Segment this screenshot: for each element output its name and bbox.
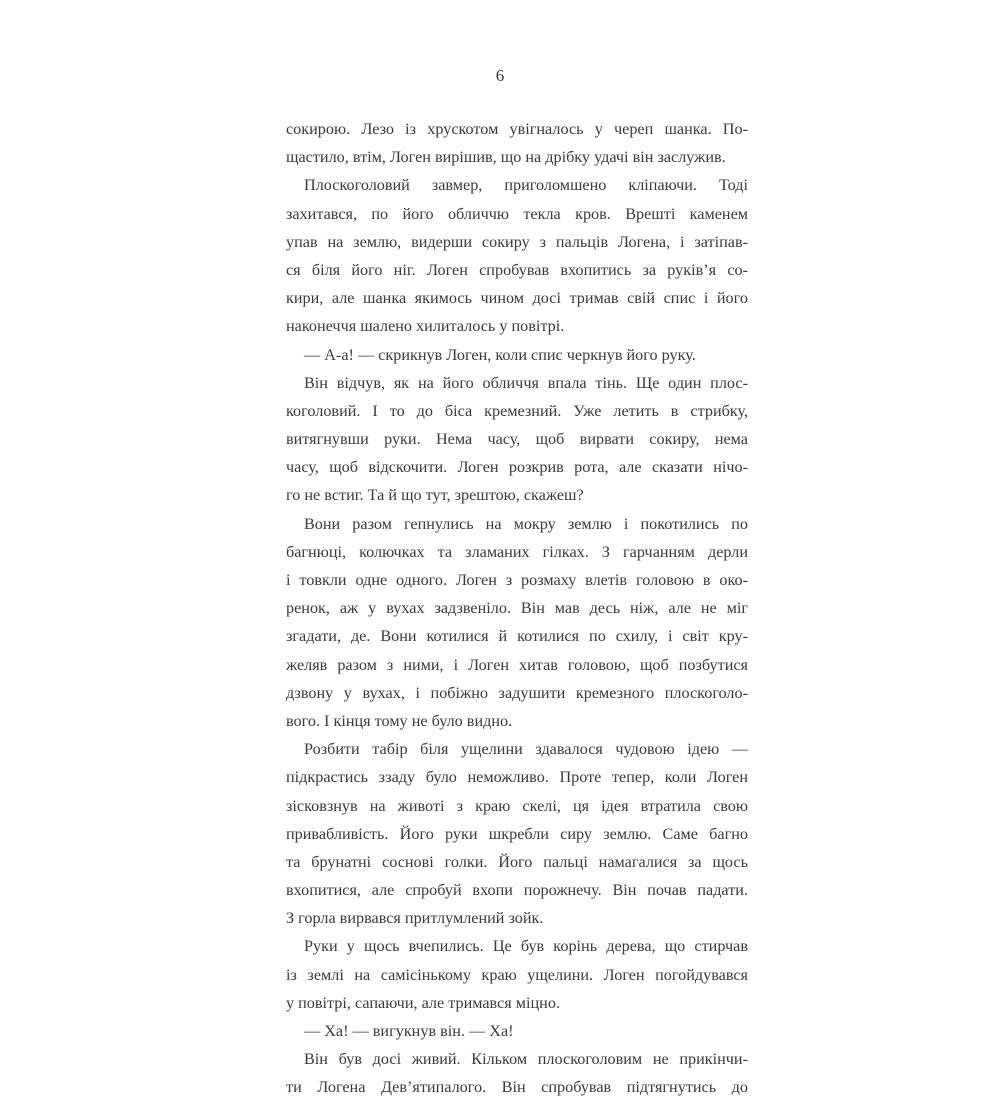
page-number: 6 xyxy=(495,66,505,85)
text-line: та брунатні соснові голки. Його пальці намагалися за щось xyxy=(286,852,748,871)
text-line: зісковзнув на животі з краю скелі, ця ідея втратила свою xyxy=(286,796,748,815)
text-line: сокирою. Лезо із хрускотом увігналось у череп шанка. По- xyxy=(286,120,748,138)
text-line: ти Логена Дев’ятипалого. Він спробував підтягнутись до xyxy=(286,1078,748,1097)
text-line: Вони разом гепнулись на мокру землю і покотились по xyxy=(304,514,748,533)
text-line: вого. І кінця тому не було видно. xyxy=(286,711,513,730)
text-line: щастило, втім, Логен вирішив, що на дрібку удачі він заслужив. xyxy=(286,148,726,167)
text-line: Він відчув, як на його обличчя впала тінь. Ще один плос- xyxy=(304,373,748,392)
text-line: часу, щоб відскочити. Логен розкрив рота, але сказати нічо- xyxy=(286,458,748,477)
text-line: ренок, аж у вухах задзвеніло. Він мав десь ніж, але не міг xyxy=(286,599,748,618)
text-line: Розбити табір біля ущелини здавалося чудовою ідею — xyxy=(304,740,748,759)
text-line: вхопитися, але спробуй вхопи порожнечу. Він почав падати. xyxy=(286,881,748,900)
text-line: у повітрі, сапаючи, але тримався міцно. xyxy=(286,993,560,1012)
text-line: кири, але шанка якимось чином досі тримав свій спис і його xyxy=(286,289,748,308)
text-line: го не встиг. Та й що тут, зрештою, скажеш? xyxy=(286,486,584,505)
text-line: захитався, по його обличчю текла кров. Врешті каменем xyxy=(286,204,748,223)
text-line: привабливість. Його руки шкребли сиру землю. Саме багно xyxy=(286,824,748,843)
text-line: З горла вирвався притлумлений зойк. xyxy=(286,909,544,928)
text-line: наконеччя шалено хилиталось у повітрі. xyxy=(286,317,565,336)
text-line: багнюці, колючках та зламаних гілках. З гарчанням дерли xyxy=(286,542,748,561)
text-line: желяв разом з ними, і Логен хитав головою, щоб позбутися xyxy=(286,655,748,674)
text-line: Плоскоголовий завмер, приголомшено кліпаючи. Тоді xyxy=(304,176,748,195)
text-line: згадати, де. Вони котилися й котилися по схилу, і світ кру- xyxy=(286,627,748,646)
text-line: витягнувши руки. Нема часу, щоб вирвати сокиру, нема xyxy=(286,430,748,449)
text-line: Він був досі живий. Кільком плоскоголовим не прикінчи- xyxy=(304,1050,748,1069)
text-line: Руки у щось вчепились. Це був корінь дерева, що стирчав xyxy=(304,937,748,956)
text-line: із землі на самісінькому краю ущелини. Логен погойдувався xyxy=(286,965,748,984)
body-text xyxy=(286,115,748,1102)
text-line: підкрастись ззаду було неможливо. Проте тепер, коли Логен xyxy=(286,768,748,787)
text-line: і товкли одне одного. Логен з розмаху влетів головою в око- xyxy=(286,571,748,589)
text-line: — А-а! — скрикнув Логен, коли спис черкнув його руку. xyxy=(304,345,696,364)
text-line: — Ха! — вигукнув він. — Ха! xyxy=(304,1022,514,1040)
text-line: ся біля його ніг. Логен спробував вхопитись за руків’я со- xyxy=(286,260,748,279)
text-line: коголовий. І то до біса кремезний. Уже летить в стрибку, xyxy=(286,401,748,420)
text-line: дзвону у вухах, і побіжно задушити кремезного плоскоголо- xyxy=(286,683,748,702)
text-line: упав на землю, видерши сокиру з пальців Логена, і затіпав- xyxy=(286,232,748,251)
